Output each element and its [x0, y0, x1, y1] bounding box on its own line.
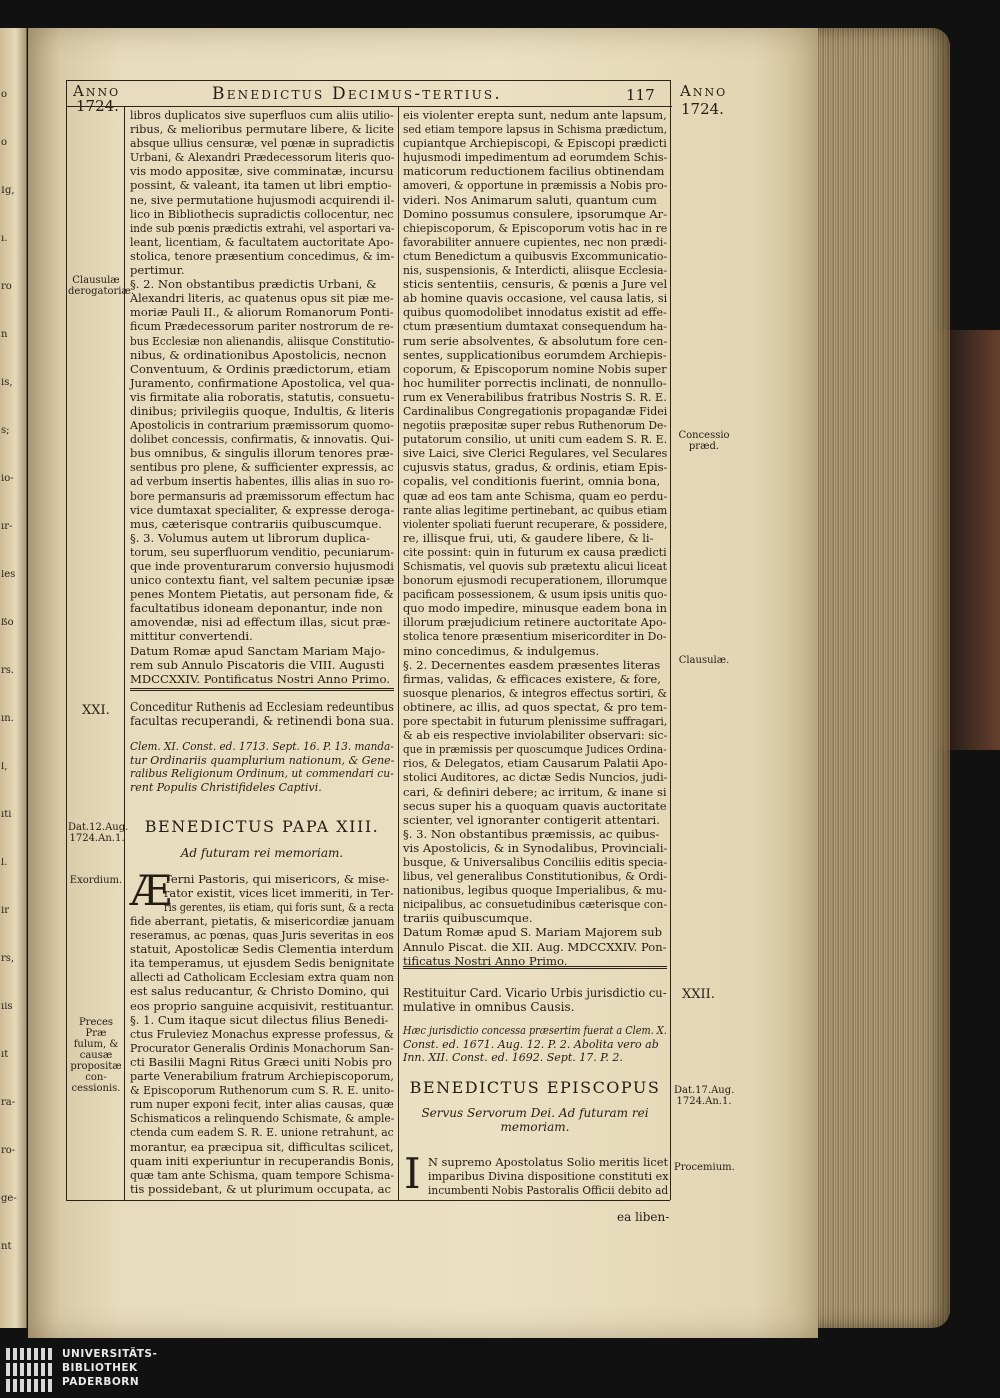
text-line: penes Montem Pietatis, aut personam fide, &	[130, 587, 394, 602]
text-line: Annulo Piscat. die XII. Aug. MDCCXXIV. Pon-	[403, 939, 667, 954]
text-line: sentibus pro plene, & sufficienter expressis, ac	[130, 460, 394, 475]
margin-note-concessio: Concessio præd.	[678, 430, 730, 452]
previous-page-fragment: n	[1, 330, 8, 340]
logo-line-2: BIBLIOTHEK	[62, 1362, 138, 1374]
text-line: vis firmitate alia roboratis, statutis, consuetu-	[130, 389, 395, 404]
text-line: quæ tam ante Schisma, quam tempore Schisma-	[130, 1167, 395, 1182]
previous-page-fragment: ın.	[1, 714, 14, 724]
previous-page-fragment: ro	[1, 282, 12, 292]
text-line: ficum Prædecessorum pariter nostrorum de re-	[130, 319, 394, 334]
text-line: favorabiliter annuere cupientes, nec non prædi-	[403, 234, 668, 249]
previous-page-fragment: ra-	[1, 1098, 16, 1108]
text-line: facultatibus idoneam deponantur, inde non	[130, 601, 383, 616]
text-line: moriæ Pauli II., & aliorum Romanorum Ponti-	[130, 305, 394, 320]
summary-line: mulative in omnibus Causis.	[403, 1000, 575, 1015]
text-line: dinibus; privilegiis quoque, Indultis, & literis	[130, 403, 395, 418]
text-line: statuit, Apostolicæ Sedis Clementia interdum	[130, 942, 394, 957]
previous-page-fragment: l,	[1, 762, 8, 772]
text-line: violenter spoliati fuerunt recuperare, & possidere,	[403, 516, 668, 531]
subtitle-line: memoriam.	[500, 1120, 570, 1135]
text-line: illorum præjudicium retinere auctoritate Apo-	[403, 615, 667, 630]
margin-note-preces: Preces Præ fulum, & causæ propositæ con-cessionis.	[70, 1017, 122, 1094]
text-line: copalis, vel conditionis fuerint, omnia bona,	[403, 474, 661, 489]
text-line: amovendæ, nisi ad effectum illas, sicut præ-	[130, 615, 391, 630]
text-line: Domino possumus consulere, ipsorumque Ar-	[403, 206, 668, 221]
text-line: vis Apostolicis, & in Synodalibus, Provinciali-	[403, 840, 668, 855]
anno-right: Anno	[680, 82, 728, 100]
text-line: possint, & valeant, ita tamen ut libri emptio-	[130, 178, 392, 193]
text-line: est salus reducantur, & Christo Domino, qui	[130, 984, 390, 999]
text-line: cti Basilii Magni Ritus Græci uniti Nobis pro	[130, 1054, 392, 1069]
text-line: ab homine quavis occasione, vel causa latis, si	[403, 291, 668, 306]
left-margin-rule	[124, 106, 125, 1200]
right-frame-rule	[670, 80, 671, 1200]
text-line: mus, cæterisque contrariis quibuscumque.	[130, 516, 382, 531]
text-line: Schismatis, vel quovis sub prætextu alicui liceat	[403, 559, 667, 573]
left-summary	[130, 700, 394, 728]
margin-note-exordium: Exordium.	[69, 875, 123, 886]
text-line: §. 2. Non obstantibus prædictis Urbani, &	[130, 277, 377, 292]
previous-page-fragment: io-	[1, 474, 14, 484]
text-line: nationibus, legibus quoque Imperialibus, & mu-	[403, 883, 667, 898]
text-line: sive Laici, sive Clerici Regulares, vel Seculares	[403, 446, 668, 461]
text-line: quibus quomodolibet innodatus existit ad effe-	[403, 305, 667, 320]
text-line: Schismaticos a relinquendo Schismate, & ample-	[130, 1111, 395, 1126]
text-line: pertimur.	[130, 263, 185, 278]
text-line: quæ ad eos tam ante Schisma, quam eo perdu-	[403, 488, 668, 503]
previous-page-fragment: Ig,	[1, 186, 15, 196]
text-line: §. 1. Cum itaque sicut dilectus filius Benedi-	[130, 1012, 389, 1027]
left-subtitle: Ad futuram rei memoriam.	[180, 846, 344, 860]
top-frame-rule	[66, 80, 670, 81]
catchword: ea liben-	[617, 1210, 670, 1224]
previous-page-fragment: s;	[1, 426, 10, 436]
page-edge-tint	[930, 330, 1000, 750]
text-line: imparibus Divina dispositione constituti ex	[428, 1169, 669, 1184]
text-line: libus, vel generalibus Constitutionibus, & Ordi-	[403, 869, 668, 884]
right-title: BENEDICTUS EPISCOPUS	[409, 1078, 661, 1097]
header-rule	[66, 106, 672, 107]
text-line: ctum præsentium dumtaxat consequendum ha-	[403, 319, 668, 334]
left-column-text	[130, 108, 394, 686]
left-frame-rule	[66, 80, 67, 1200]
previous-page-fragment: nt	[1, 1242, 12, 1252]
margin-note-clausulae: Clausulæ.	[678, 655, 730, 666]
year-right: 1724.	[681, 100, 724, 118]
text-line: sed etiam tempore lapsus in Schisma prædictum,	[403, 122, 668, 137]
text-line: mittitur convertendi.	[130, 629, 253, 644]
text-line: vice dumtaxat specialiter, & expresse deroga-	[130, 502, 395, 517]
text-line: & ab eis respective inviolabiliter observari: sic-	[403, 728, 668, 743]
page-number: 117	[626, 86, 655, 104]
text-line: busque, & Universalibus Conciliis editis specia-	[403, 854, 668, 869]
text-line: bore permansuris ad præmissorum effectum hac	[130, 488, 395, 503]
right-summary	[403, 986, 667, 1014]
right-section-separator	[403, 966, 667, 969]
text-line: quo modo impedire, minusque eadem bona in	[403, 601, 667, 616]
text-line: putatorum consilio, ut uniti cum eadem S. R. E.	[403, 432, 668, 447]
bottom-frame-rule	[66, 1200, 670, 1201]
text-line: dolibet concessis, confirmatis, & innovatis. Qui-	[130, 432, 394, 447]
text-line: que inde proventurarum conversio hujusmodi	[130, 559, 394, 573]
previous-page-edge	[0, 28, 27, 1328]
text-line: absque ullius censuræ, vel pœnæ in supradictis	[130, 136, 395, 151]
text-line: ris gerentes, iis etiam, qui foris sunt, & a recta	[164, 900, 394, 915]
margin-note-clausulae-derogatoriae: Clausulæ derogatoriæ.	[68, 275, 135, 297]
text-line: Procurator Generalis Ordinis Monachorum San-	[130, 1040, 394, 1055]
previous-page-fragment: ıt	[1, 1050, 9, 1060]
text-line: re, illisque frui, uti, & gaudere libere, & li-	[403, 530, 654, 545]
citation-line: Const. ed. 1671. Aug. 12. P. 2. Abolita vero ab	[403, 1037, 659, 1051]
page-block-edges	[800, 28, 950, 1328]
text-line: ribus, & melioribus permutare libere, & licite	[130, 122, 395, 137]
previous-page-fragment: o	[1, 90, 8, 100]
previous-page-fragment: o	[1, 138, 8, 148]
text-line: ita temperamus, ut ejusdem Sedis benignitate	[130, 956, 395, 971]
text-line: mino concedimus, & indulgemus.	[403, 643, 600, 658]
text-line: hujusmodi impedimentum ad eorumdem Schis-	[403, 150, 668, 165]
previous-page-fragment: ıti	[1, 810, 12, 820]
text-line: nicipalibus, ac consuetudinibus cæterisque con-	[403, 897, 667, 912]
text-line: rios, & Delegatos, etiam Causarum Palatii Apo-	[403, 756, 668, 771]
text-line: rum serie absolventes, & absolutum fore cen-	[403, 333, 668, 348]
text-line: eis violenter erepta sunt, nedum ante lapsum,	[403, 108, 667, 122]
text-line: Datum Romæ apud Sanctam Mariam Majo-	[130, 643, 386, 658]
previous-page-fragment: ge-	[1, 1194, 17, 1204]
text-line: trariis quibuscumque.	[403, 911, 533, 926]
left-title: BENEDICTUS PAPA XIII.	[144, 817, 380, 836]
right-column-text	[403, 108, 667, 968]
text-line: §. 3. Volumus autem ut librorum duplica-	[130, 530, 370, 545]
text-line: lico in Bibliothecis supradictis collocentur, nec	[130, 206, 394, 221]
text-line: rante alias legitime pertinebant, ac quibus etiam	[403, 502, 668, 517]
left-section-separator	[130, 688, 394, 691]
text-line: pacificam possessionem, & usum ipsis unitis quo-	[403, 587, 668, 602]
running-title: Benedictus Decimus-tertius.	[212, 84, 502, 104]
text-line: rem sub Annulo Piscatoris die VIII. Augusti	[130, 657, 385, 672]
text-line: Terni Pastoris, qui misericors, & mise-	[164, 872, 390, 886]
text-line: sticis sententiis, censuris, & pœnis a Jure vel	[403, 277, 668, 292]
citation-line: Hæc jurisdictio concessa præsertim fuerat a Clem. X.	[403, 1024, 667, 1037]
text-line: Alexandri literis, ac quatenus opus sit piæ me-	[130, 291, 394, 306]
text-line: ctus Fruleviez Monachus expresse professus, &	[130, 1026, 394, 1041]
text-line: ad verbum insertis habentes, illis alias in suo ro-	[130, 474, 394, 489]
text-line: Conventuum, & Ordinis prædictorum, etiam	[130, 361, 391, 376]
left-body-text	[130, 914, 394, 1196]
text-line: coporum, & Episcoporum nomine Nobis super	[403, 361, 667, 376]
text-line: quam initi experiuntur in recuperandis Bonis,	[130, 1153, 395, 1168]
text-line: tificatus Nostri Anno Primo.	[403, 953, 568, 968]
left-body-indented	[164, 872, 394, 914]
text-line: tis possidebant, & ut plurimum occupata, ac	[130, 1181, 392, 1196]
margin-note-dat-12-aug: Dat.12.Aug. 1724.An.1.	[68, 822, 129, 844]
text-line: rum nuper exponi fecit, inter alias causas, quæ	[130, 1097, 394, 1112]
text-line: libros duplicatos sive superfluos cum aliis utilio-	[130, 108, 394, 122]
text-line: cujusvis status, gradus, & ordinis, etiam Epis-	[403, 460, 668, 475]
text-line: scienter, vel ignoranter contigerit attentari.	[403, 812, 660, 827]
previous-page-fragment: is,	[1, 378, 13, 388]
text-line: Urbani, & Alexandri Prædecessorum literis quo-	[130, 150, 395, 165]
text-line: stolica tenore præsentium misericorditer in Do-	[403, 629, 667, 644]
text-line: §. 3. Non obstantibus præmissis, ac quibus-	[403, 826, 660, 841]
text-line: amoveri, & opportune in præmissis a Nobis pro-	[403, 178, 668, 193]
text-line: hoc humiliter porrectis inclinati, de nonnullo-	[403, 375, 667, 390]
summary-line: Restituitur Card. Vicario Urbis jurisdictio cu-	[403, 986, 667, 1000]
text-line: Datum Romæ apud S. Mariam Majorem sub	[403, 925, 663, 940]
text-line: negotiis præpositæ super rebus Ruthenorum De-	[403, 418, 667, 433]
text-line: allecti ad Catholicam Ecclesiam extra quam non	[130, 970, 395, 985]
previous-page-fragment: ır-	[1, 522, 13, 532]
text-line: stolici Auditores, ac dictæ Sedis Nuncios, judi-	[403, 770, 668, 785]
year-left: 1724.	[76, 97, 119, 115]
previous-page-fragment: les	[1, 570, 16, 580]
text-line: torum, seu superfluorum venditio, pecuniarum-	[130, 544, 395, 559]
text-line: eos proprio sanguine acquisivit, restituantur.	[130, 998, 394, 1013]
text-line: firmas, validas, & efficaces existere, & fore,	[403, 671, 661, 686]
left-citation	[130, 740, 394, 794]
text-line: incumbenti Nobis Pastoralis Officii debito ad	[428, 1183, 669, 1198]
previous-page-fragment: ßo	[1, 618, 14, 628]
previous-page-fragment: ir	[1, 906, 9, 916]
text-line: leant, licentiam, & facultatem auctoritate Apo-	[130, 234, 394, 249]
previous-page-fragment: ro-	[1, 1146, 16, 1156]
text-line: nis, suspensionis, & Interdicti, aliisque Ecclesia-	[403, 263, 668, 278]
text-line: MDCCXXIV. Pontificatus Nostri Anno Primo.	[130, 671, 390, 686]
margin-note-dat-17-aug: Dat.17.Aug. 1724.An.1.	[674, 1085, 735, 1107]
right-citation	[403, 1024, 667, 1065]
text-line: morantur, ea præcipua sit, difficultas scilicet,	[130, 1139, 394, 1154]
text-line: obtinere, ac illis, ad quos spectat, & pro tem-	[403, 699, 668, 714]
text-line: inde sub pœnis prædictis extrahi, vel asportari va-	[130, 220, 395, 235]
text-line: & Episcoporum Ruthenorum cum S. R. E. unito-	[130, 1083, 395, 1098]
text-line: cite possint: quin in futurum ex causa prædicti	[403, 544, 667, 559]
column-divider	[398, 106, 399, 1200]
text-line: cupiantque Archiepiscopi, & Episcopi prædicti	[403, 136, 667, 151]
anno-left: Anno	[73, 82, 121, 100]
text-line: N supremo Apostolatus Solio meritis licet	[428, 1155, 669, 1169]
text-line: rum ex Venerabilibus fratribus Nostris S. R. E.	[403, 389, 667, 404]
previous-page-fragment: ıis	[1, 1002, 13, 1012]
text-line: sentes, supplicationibus eorumdem Archiepis-	[403, 347, 667, 362]
summary-line: Conceditur Ruthenis ad Ecclesiam redeuntibus	[130, 700, 394, 714]
citation-line: Inn. XII. Const. ed. 1692. Sept. 17. P. 2.	[403, 1051, 623, 1065]
text-line: secus super his a quoquam quavis auctoritate	[403, 798, 667, 813]
library-logo-icon	[4, 1346, 56, 1394]
text-line: rator existit, vices licet immeriti, in Ter-	[164, 886, 394, 901]
text-line: bus omnibus, & singulis illorum tenores præ-	[130, 446, 394, 461]
previous-page-fragment: ı.	[1, 234, 8, 244]
text-line: Juramento, confirmatione Apostolica, vel qua-	[130, 375, 395, 390]
text-line: maticorum reductionem facilius obtinendam	[403, 164, 665, 179]
text-line: stolica, tenore præsentium concedimus, & im-	[130, 248, 395, 263]
citation-line: ralibus Religionum Ordinum, ut commendari cu-	[130, 767, 394, 781]
citation-line: rent Populis Christifideles Captivi.	[130, 780, 322, 794]
text-line: Cardinalibus Congregationis propagandæ Fidei	[403, 403, 668, 418]
right-body-indented	[428, 1155, 668, 1197]
right-dropcap: I	[404, 1149, 421, 1198]
text-line: reseramus, ac pœnas, quas Juris severitas in eos	[130, 928, 394, 943]
text-line: chiepiscoporum, & Episcoporum votis hac in re	[403, 220, 668, 235]
text-line: videri. Nos Animarum saluti, quantum cum	[403, 192, 657, 207]
text-line: fide aberrant, pietatis, & misericordiæ januam	[130, 914, 395, 928]
text-line: nibus, & ordinationibus Apostolicis, necnon	[130, 347, 387, 362]
text-line: bonorum ejusmodi recuperationem, illorumque	[403, 573, 668, 588]
right-subtitle	[403, 1106, 667, 1134]
previous-page-fragment: rs.	[1, 666, 15, 676]
logo-line-3: PADERBORN	[62, 1376, 140, 1388]
text-line: vis modo appositæ, sive comminatæ, incursu	[130, 164, 394, 179]
previous-page-fragment: l.	[1, 858, 8, 868]
text-line: Apostolicis in contrarium præmissorum quomo-	[130, 418, 394, 433]
text-line: unico contextu fiant, vel saltem pecuniæ ipsæ	[130, 573, 395, 588]
text-line: suosque plenarios, & integros effectus sortiri, &	[403, 685, 667, 700]
margin-number-xxi: XXI.	[82, 703, 110, 718]
text-line: que in præmissis per quoscumque Judices Ordina-	[403, 742, 667, 757]
citation-line: Clem. XI. Const. ed. 1713. Sept. 16. P. 13. manda-	[130, 740, 394, 753]
text-line: ne, sive permutatione hujusmodi acquirendi il-	[130, 192, 395, 207]
margin-note-procemium: Procemium.	[674, 1162, 735, 1173]
logo-line-1: UNIVERSITÄTS-	[62, 1348, 158, 1360]
text-line: parte Venerabilium fratrum Archiepiscoporum,	[130, 1069, 394, 1084]
previous-page-fragment: rs,	[1, 954, 15, 964]
margin-number-xxii: XXII.	[682, 987, 715, 1002]
subtitle-line: Servus Servorum Dei. Ad futuram rei	[421, 1106, 649, 1120]
text-line: ctenda cum eadem S. R. E. unione retrahunt, ac	[130, 1125, 394, 1140]
summary-line: facultas recuperandi, & retinendi bona sua.	[130, 714, 395, 729]
text-line: bus Ecclesiæ non alienandis, aliisque Constitutio-	[130, 333, 395, 348]
left-dropcap: Æ	[130, 866, 173, 915]
citation-line: tur Ordinariis quamplurium nationum, & Gene-	[130, 753, 395, 767]
text-line: cari, & definiri debere; ac irritum, & inane si	[403, 784, 667, 799]
text-line: ctum Benedictum a quibusvis Excommunicatio-	[403, 248, 668, 263]
text-line: pore spectabit in futurum plenissime suffragari,	[403, 714, 668, 729]
text-line: §. 2. Decernentes easdem præsentes literas	[403, 657, 661, 672]
